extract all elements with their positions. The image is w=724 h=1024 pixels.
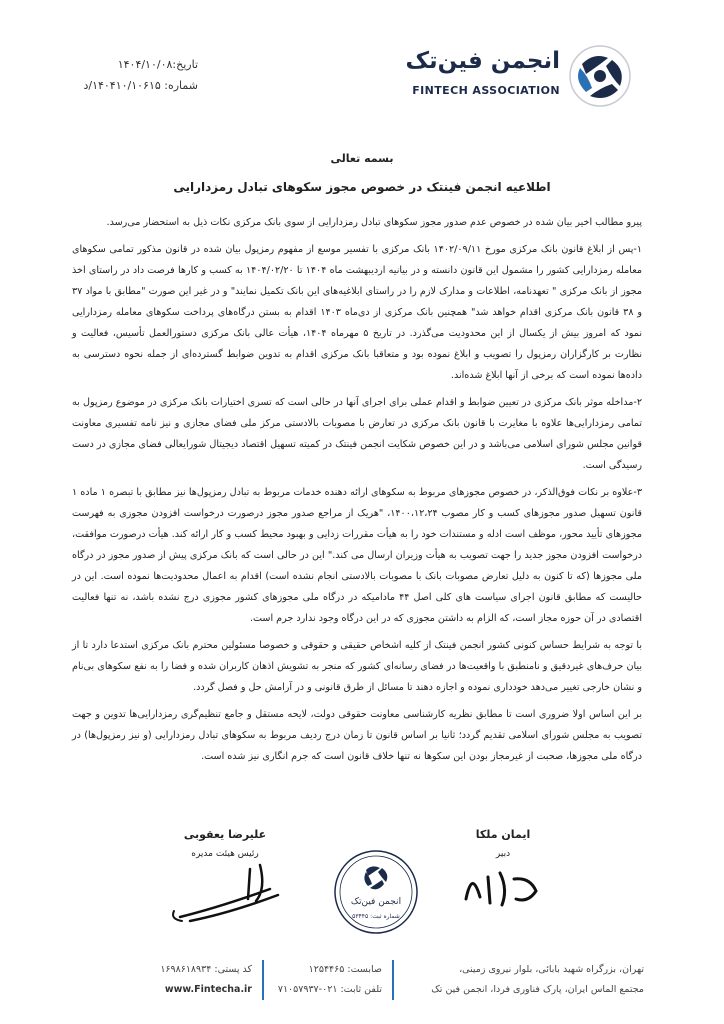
- seal-number: شماره ثبت: ۵۳۴۴۵: [352, 913, 400, 920]
- page-title: اطلاعیه انجمن فینتک در خصوص مجوز سکوهای تبادل رمزدارایی: [173, 180, 551, 194]
- letter-number: شماره: ۱۴۰۴۱۰/۱۰۶۱۵/د: [83, 79, 198, 92]
- footer-address: [431, 960, 644, 1000]
- footer: [120, 960, 644, 1004]
- paragraph: با توجه به شرایط حساس کنونی کشور انجمن فینتک از کلیه اشخاص حقیقی و حقوقی و خصوصا مسئولین محترم بانک مرکزی استدعا دارد تا از بیان حرف‌های غیردقیق و نامنطبق با واقعیت‌ها در فضای رسانه‌ای کشور که منجر به تشویش اذهان کاربران شده و فضا را به نفع سکوهای بی‌نام و نشان خارجی تغییر می‌دهد خودداری نموده و اجازه دهند تا مسائل از طرق قانونی و در آرامش حل و فصل گردد.: [72, 640, 642, 693]
- logo-text-fa: انجمن فین‌تک: [405, 48, 560, 74]
- association-seal: [332, 848, 420, 936]
- website-link[interactable]: www.Fintecha.ir: [164, 984, 252, 995]
- handwritten-signature-icon: [458, 859, 548, 919]
- bismillah: بسمه تعالی: [330, 152, 394, 165]
- signatory-name: علیرضا یعقوبی: [183, 828, 267, 841]
- paragraph: پیرو مطالب اخیر بیان شده در خصوص عدم صدور مجوز سکوهای تبادل رمزدارایی از سوی بانک مرکزی نکات ذیل به استحضار می‌رسد.: [106, 217, 642, 228]
- letter-body: [72, 212, 642, 773]
- paragraph: بر این اساس اولا ضروری است تا مطابق نظریه کارشناسی معاونت حقوقی دولت، لایحه مستقل و جامع تنظیم‌گری رمزدارایی‌ها تدوین و جهت تصویب به مجلس شورای اسلامی تقدیم گردد؛ ثانیا بر اساس قانون تا زمان درج ردیف مربوط به سکوهای تبادل رمزدارایی (و نیز رمزپول‌ها) در درگاه ملی مجوزها، صحبت از غیرمجاز بودن این سکوها نه تنها خلاف قانون است که جرم انگاری نیز شده است.: [72, 709, 642, 762]
- address-line: تهران، بزرگراه شهید بابائی، بلوار نیروی زمینی،: [459, 964, 644, 975]
- signature-chairman: [150, 828, 300, 933]
- postal-code: کد پستی: ۱۶۹۸۶۱۸۹۳۴: [160, 964, 252, 975]
- handwritten-signature-icon: [160, 859, 290, 929]
- association-logo: [372, 44, 632, 110]
- signatory-name: ایمان ملکا: [475, 828, 531, 841]
- letter-date: تاریخ:۱۴۰۴/۱۰/۰۸: [117, 58, 198, 71]
- paragraph: ۱-پس از ابلاغ قانون بانک مرکزی مورخ ۱۴۰۲/۰۹/۱۱ بانک مرکزی با تفسیر موسع از مفهوم رمزپول بیان شده در قانون مذکور تمامی سکوهای معامله رمزدارایی کشور را مشمول این قانون دانسته و در بیانیه اردیبهشت ماه ۱۴۰۴ تا ۱۴۰۴/۰۲/۲۰ به کسب و کارها فرصت داد در راستای اخذ مجوز از بانک مرکزی " تعهدنامه، اطلاعات و مدارک لازم را در راستای ابلاغیه‌های این بانک تکمیل نمایند" و در غیر این صورت "مطابق با مواد ۳۷ و ۳۸ قانون بانک مرکزی اقدام خواهد شد" همچنین بانک مرکزی از دی‌ماه ۱۴۰۳ اقدام به بستن درگاه‌های پرداخت سکوهای معامله رمزدارایی نمود که امروز بیش از یکسال از این محدودیت می‌گذرد. در تاریخ ۵ مهرماه ۱۴۰۴، هیأت عالی بانک مرکزی دستورالعمل تأسیس، فعالیت و نظارت بر کارگزاران رمزپول را تصویب و ابلاغ نموده بود و متعاقبا بانک مرکزی اقدام به تدوین ضوابط گسترده‌ای از جمله نحوه دسترسی به داده‌ها نموده است که برخی از آنها ابلاغ شده‌اند.: [72, 244, 643, 381]
- registration-number: صابست: ۱۲۵۴۴۶۵: [308, 964, 382, 975]
- letter-meta: [78, 58, 198, 100]
- signatory-role: دبیر: [495, 849, 511, 859]
- paragraph: ۲-مداخله موثر بانک مرکزی در تعیین ضوابط و اقدام عملی برای اجرای آنها در حالی است که تسری اختیارات بانک مرکزی در موضوع رمزپول به تمامی رمزدارایی‌ها علاوه با مغایرت با قانون بانک مرکزی در تعارض با مصوبات بالادستی مرکز ملی فضای مجازی و نیز نامه تفسیری معاونت قوانین مجلس شورای اسلامی می‌باشد و در این خصوص شکایت انجمن فینتک در کمیته تسهیل اقتصاد دیجیتال شورایعالی فضای مجازی در دست رسیدگی است.: [72, 397, 642, 471]
- phone-number: تلفن ثابت: ۰۲۱-۷۱۰۵۷۹۳۷: [277, 984, 382, 995]
- signatory-role: رئیس هیئت مدیره: [191, 849, 259, 859]
- paragraph: ۳-علاوه بر نکات فوق‌الذکر، در خصوص مجوزهای مربوط به سکوهای ارائه دهنده خدمات مربوط به تبادل رمزپول‌ها نیز مطابق با تبصره ۱ ماده ۱ قانون تسهیل صدور مجوزهای کسب و کار مصوب ۱۴۰۰،۱۲،۲۴، "هریک از مراجع صدور مجوز درصورت درخواست افزودن مجوزی به فهرست مجوزهای تأیید محور، موظف است ادله و مستندات خود را به هیأت مقررات زدایی و بهبود محیط کسب و کار ارائه کند. هیأت درصورت موافقت، درخواست افزودن مجوز جدید را جهت تصویب به هیأت وزیران ارسال می کند." این در حالی است که بانک مرکزی پیش از صدور مجوز در درگاه ملی مجوزها (که تا کنون به دلیل تعارض مصوبات بانک با مصوبات بالادستی انجام نشده است) اقدام به اعمال محدودیت‌ها نموده است. این در حالیست که مطابق قانون اجرای سیاست های کلی اصل ۴۴ مادامیکه در درگاه ملی مجوزهای کشور مجوزی درج نشده باشد، نه تنها فعالیت اقتصادی در آن حوزه مجاز است، که الزام به داشتن مجوزی که در این درگاه وجود ندارد جرم است.: [72, 487, 642, 624]
- footer-contact: [278, 960, 394, 1000]
- signature-secretary: [448, 828, 558, 923]
- footer-postal: [160, 960, 264, 1000]
- fintech-logo-icon: [568, 44, 632, 108]
- address-line: مجتمع الماس ایران، پارک فناوری فردا، انجمن فین تک: [431, 984, 644, 995]
- logo-text-en: FINTECH ASSOCIATION: [412, 84, 560, 97]
- seal-name: انجمن فین‌تک: [350, 897, 402, 907]
